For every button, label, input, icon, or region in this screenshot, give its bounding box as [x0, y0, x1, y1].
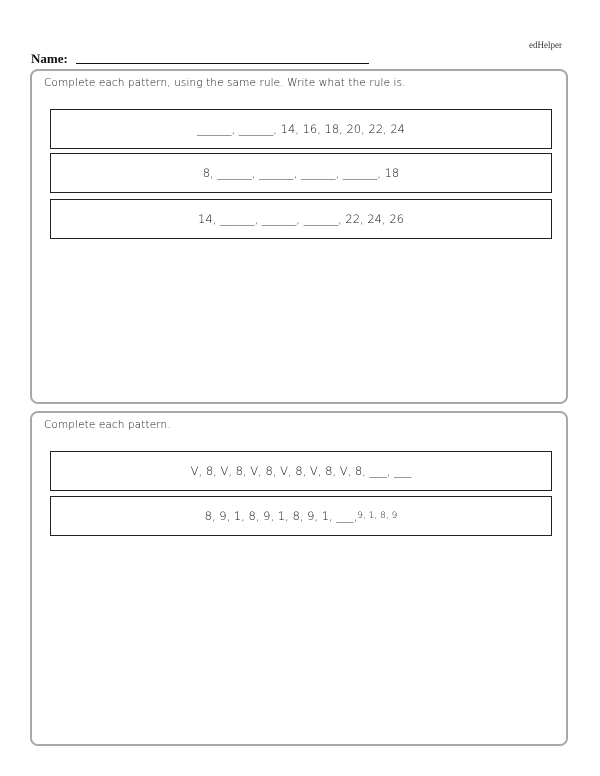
- pattern-text: ______, ______, 14, 16, 18, 20, 22, 24: [197, 122, 405, 136]
- pattern-problem-2: [50, 153, 552, 193]
- pattern-text-tail: 9, 1, 8, 9: [357, 511, 398, 521]
- pattern-problem-4: [50, 451, 552, 491]
- pattern-text: 8, 9, 1, 8, 9, 1, 8, 9, 1, ___,: [204, 509, 358, 523]
- pattern-problem-5: [50, 496, 552, 536]
- name-input-line[interactable]: [76, 63, 369, 64]
- name-label: Name:: [31, 51, 68, 66]
- pattern-text: 8, ______, ______, ______, ______, 18: [202, 166, 400, 180]
- section-instruction: Complete each pattern, using the same rule. Write what the rule is.: [44, 77, 406, 89]
- section-instruction: Complete each pattern.: [44, 419, 171, 431]
- pattern-complete-section: [30, 411, 568, 746]
- pattern-rule-section: [30, 69, 568, 404]
- pattern-problem-3: [50, 199, 552, 239]
- pattern-text: V, 8, V, 8, V, 8, V, 8, V, 8, V, 8, ___, ___: [190, 464, 412, 478]
- pattern-text: 14, ______, ______, ______, 22, 24, 26: [198, 212, 404, 226]
- name-row: [31, 52, 369, 66]
- pattern-problem-1: [50, 109, 552, 149]
- brand-label: edHelper: [529, 40, 562, 50]
